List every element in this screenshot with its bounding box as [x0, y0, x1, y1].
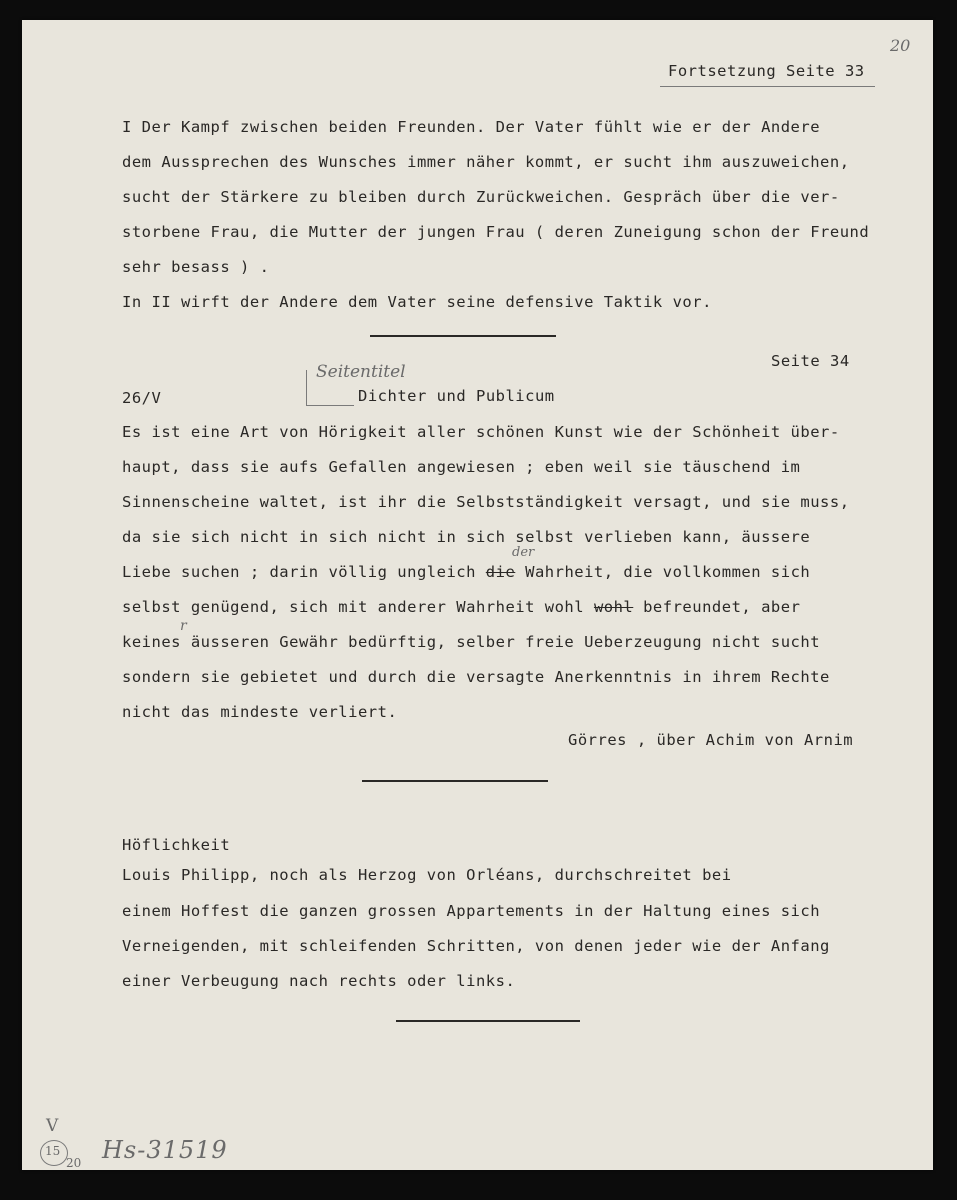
archive-mark: 20 [66, 1156, 82, 1170]
section-divider [396, 1020, 580, 1022]
text-line: sehr besass ) . [122, 258, 270, 276]
text-line: einem Hoffest die ganzen grossen Appartements in der Haltung eines sich [122, 902, 821, 920]
text-line-with-correction [122, 598, 800, 616]
text-line: Es ist eine Art von Hörigkeit aller schönen Kunst wie der Schönheit über- [122, 423, 840, 441]
text-line: Louis Philipp, noch als Herzog von Orléans, durchschreitet bei [122, 866, 732, 884]
struck-word: die [485, 563, 516, 581]
archive-mark: 15 [45, 1144, 61, 1158]
section-divider [362, 780, 548, 782]
text-line: haupt, dass sie aufs Gefallen angewiesen ; eben weil sie täuschend im [122, 458, 801, 476]
archive-mark: V [46, 1116, 59, 1136]
text-line: Sinnenscheine waltet, ist ihr die Selbstständigkeit versagt, und sie muss, [122, 493, 850, 511]
entry-title: Dichter und Publicum [358, 387, 555, 405]
struck-word: wohl [593, 598, 634, 616]
text-line: Verneigenden, mit schleifenden Schritten, von denen jeder wie der Anfang [122, 937, 830, 955]
text-line: da sie sich nicht in sich nicht in sich selbst verlieben kann, äussere [122, 528, 811, 546]
continuation-note: Fortsetzung Seite 33 [668, 62, 865, 80]
section-divider [370, 335, 556, 337]
handwritten-note: Seitentitel [316, 362, 406, 382]
pencil-page-number: 20 [890, 36, 911, 55]
note-bracket-horizontal [306, 405, 354, 406]
text-line: I Der Kampf zwischen beiden Freunden. Der Vater fühlt wie er der Andere [122, 118, 821, 136]
note-bracket-vertical [306, 370, 307, 406]
text-line: storbene Frau, die Mutter der jungen Frau ( deren Zuneigung schon der Freund [122, 223, 870, 241]
text-line: sucht der Stärkere zu bleiben durch Zurückweichen. Gespräch über die ver- [122, 188, 840, 206]
text-line: keines äusseren Gewähr bedürftig, selber freie Ueberzeugung nicht sucht [122, 633, 821, 651]
archive-signature: Hs-31519 [102, 1136, 228, 1164]
handwritten-insertion: der [512, 545, 535, 560]
text-segment: Wahrheit, die vollkommen sich [515, 563, 811, 581]
continuation-underline [660, 86, 875, 87]
entry-title: Höflichkeit [122, 836, 231, 854]
attribution: Görres , über Achim von Arnim [568, 731, 854, 749]
text-line-with-correction [122, 563, 810, 581]
text-line: einer Verbeugung nach rechts oder links. [122, 972, 516, 990]
page-reference: Seite 34 [771, 352, 850, 370]
text-line: sondern sie gebietet und durch die versagte Anerkenntnis in ihrem Rechte [122, 668, 830, 686]
handwritten-correction: r [180, 618, 187, 634]
text-segment: selbst genügend, sich mit anderer Wahrheit wohl [122, 598, 594, 616]
entry-number: 26/V [122, 389, 162, 407]
text-segment: befreundet, aber [633, 598, 801, 616]
text-line: dem Aussprechen des Wunsches immer näher kommt, er sucht ihm auszuweichen, [122, 153, 850, 171]
text-segment: Liebe suchen ; darin völlig ungleich [122, 563, 486, 581]
text-line: In II wirft der Andere dem Vater seine defensive Taktik vor. [122, 293, 712, 311]
text-line: nicht das mindeste verliert. [122, 703, 398, 721]
